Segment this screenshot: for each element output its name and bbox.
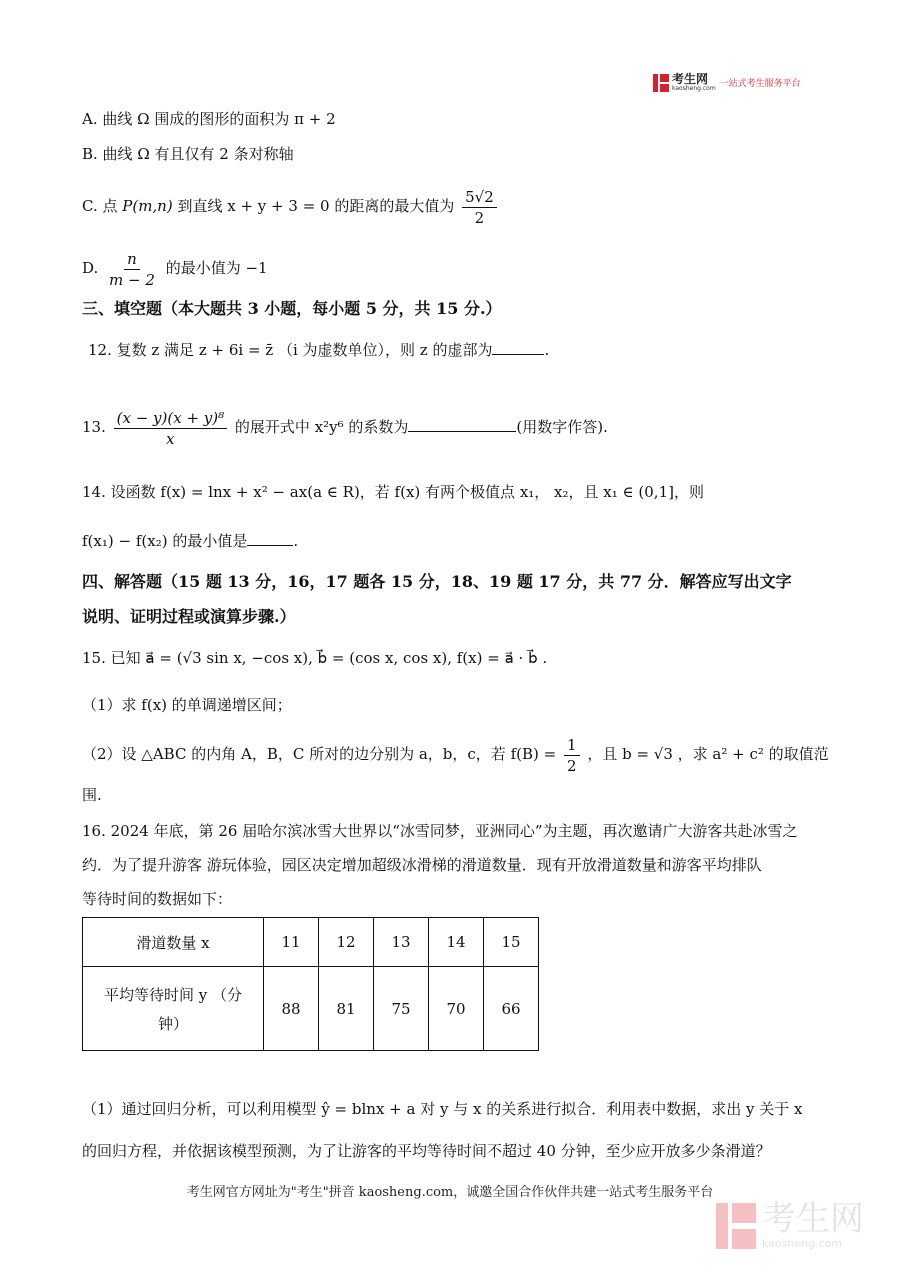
- answer-blank-13[interactable]: [408, 415, 516, 432]
- logo-url: kaosheng.com: [672, 85, 716, 92]
- table-cell: 81: [319, 967, 374, 1051]
- question-16-part1-line1: （1）通过回归分析，可以利用模型 ŷ = blnx + a 对 y 与 x 的关系进行拟合．利用表中数据，求出 y 关于 x: [82, 1100, 803, 1118]
- option-a: A. 曲线 Ω 围成的图形的面积为 π + 2: [82, 110, 336, 128]
- table-cell: 66: [484, 967, 539, 1051]
- table-header-x: 滑道数量 x: [83, 918, 264, 967]
- section3-title: 三、填空题（本大题共 3 小题，每小题 5 分，共 15 分.）: [82, 299, 502, 318]
- logo-icon: [653, 74, 669, 92]
- table-cell: 14: [429, 918, 484, 967]
- question-12: 12. 复数 z 满足 z + 6i = z̄ （i 为虚数单位），则 z 的虚部为 .: [88, 338, 549, 361]
- section4-title-line1: 四、解答题（15 题 13 分，16，17 题各 15 分，18、19 题 17 分，共 77 分．解答应写出文字: [82, 572, 792, 591]
- question-15-part2-cont: 围.: [82, 786, 102, 804]
- header-logo[interactable]: [653, 73, 801, 92]
- table-cell: 70: [429, 967, 484, 1051]
- question-13: 13. $\frac{\text{(x − y)(x + y)⁸}}{x}$ 的展开式中 x²y⁶ 的系数为 (用数字作答).: [82, 408, 608, 448]
- watermark-logo: [716, 1201, 864, 1250]
- page-footer: 考生网官方网址为"考生"拼音 kaosheng.com，诚邀全国合作伙伴共建一站式考生服务平台: [186, 1185, 714, 1200]
- table-cell: 12: [319, 918, 374, 967]
- option-c-point: P(m,n): [122, 197, 173, 215]
- question-15-part2: （2）设 △ABC 的内角 A，B，C 所对的边分别为 a，b，c，若 f(B) = $\frac{1}{2}$ ，且 b = √3 ，求 a² + c² 的取值范: [82, 735, 829, 775]
- answer-blank-14[interactable]: [247, 529, 293, 546]
- option-c: C. 点 P(m,n) 到直线 x + y + 3 = 0 的距离的最大值为 $\frac{5√2}{2}$: [82, 186, 500, 228]
- option-d: D. $\frac{n}{m - 2}$ 的最小值为 −1: [82, 249, 268, 289]
- table-cell: 88: [264, 967, 319, 1051]
- question-16-part1-line2: 的回归方程，并依据该模型预测，为了让游客的平均等待时间不超过 40 分钟，至少应开放多少条滑道？: [82, 1142, 771, 1160]
- table-cell: 11: [264, 918, 319, 967]
- table-cell: 75: [374, 967, 429, 1051]
- section4-title-line2: 说明、证明过程或演算步骤.）: [82, 607, 296, 626]
- table-row: [83, 967, 539, 1051]
- question-15-fraction: $\frac{1}{2}$: [564, 735, 580, 776]
- watermark-name: 考生网: [762, 1199, 864, 1239]
- watermark-url: kaosheng.com: [762, 1237, 843, 1250]
- table-row: [83, 918, 539, 967]
- answer-blank-12[interactable]: [492, 338, 544, 355]
- question-16-line1: 16. 2024 年底，第 26 届哈尔滨冰雪大世界以“冰雪同梦，亚洲同心”为主题，再次邀请广大游客共赴冰雪之: [82, 822, 798, 840]
- question-14-line1: 14. 设函数 f(x) = lnx + x² − ax(a ∈ R)，若 f(x) 有两个极值点 x₁， x₂，且 x₁ ∈ (0,1]，则: [82, 483, 704, 501]
- option-c-fraction: $\frac{5√2}{2}$: [462, 187, 497, 228]
- logo-slogan: 一站式考生服务平台: [719, 79, 801, 89]
- question-15-stem: 15. 已知 a⃗ = (√3 sin x, −cos x), b⃗ = (cos x, cos x), f(x) = a⃗ · b⃗ .: [82, 649, 548, 667]
- data-table: [82, 917, 539, 1051]
- option-d-fraction: $\frac{n}{m - 2}$: [109, 249, 155, 289]
- watermark-icon: [716, 1203, 756, 1249]
- question-16-line3: 等待时间的数据如下：: [82, 890, 233, 908]
- table-cell: 15: [484, 918, 539, 967]
- question-14-line2: f(x₁) − f(x₂) 的最小值是 .: [82, 529, 298, 552]
- table-cell: 13: [374, 918, 429, 967]
- question-16-line2: 约．为了提升游客 游玩体验，园区决定增加超级冰滑梯的滑道数量．现有开放滑道数量和游客平均排队: [82, 856, 762, 874]
- logo-name: 考生网: [672, 72, 709, 86]
- option-b: B. 曲线 Ω 有且仅有 2 条对称轴: [82, 145, 294, 163]
- question-13-fraction: $\frac{\text{(x − y)(x + y)⁸}}{x}$: [114, 408, 228, 449]
- question-15-part1: （1）求 f(x) 的单调递增区间；: [82, 696, 292, 714]
- table-header-y: 平均等待时间 y （分 钟）: [83, 967, 264, 1051]
